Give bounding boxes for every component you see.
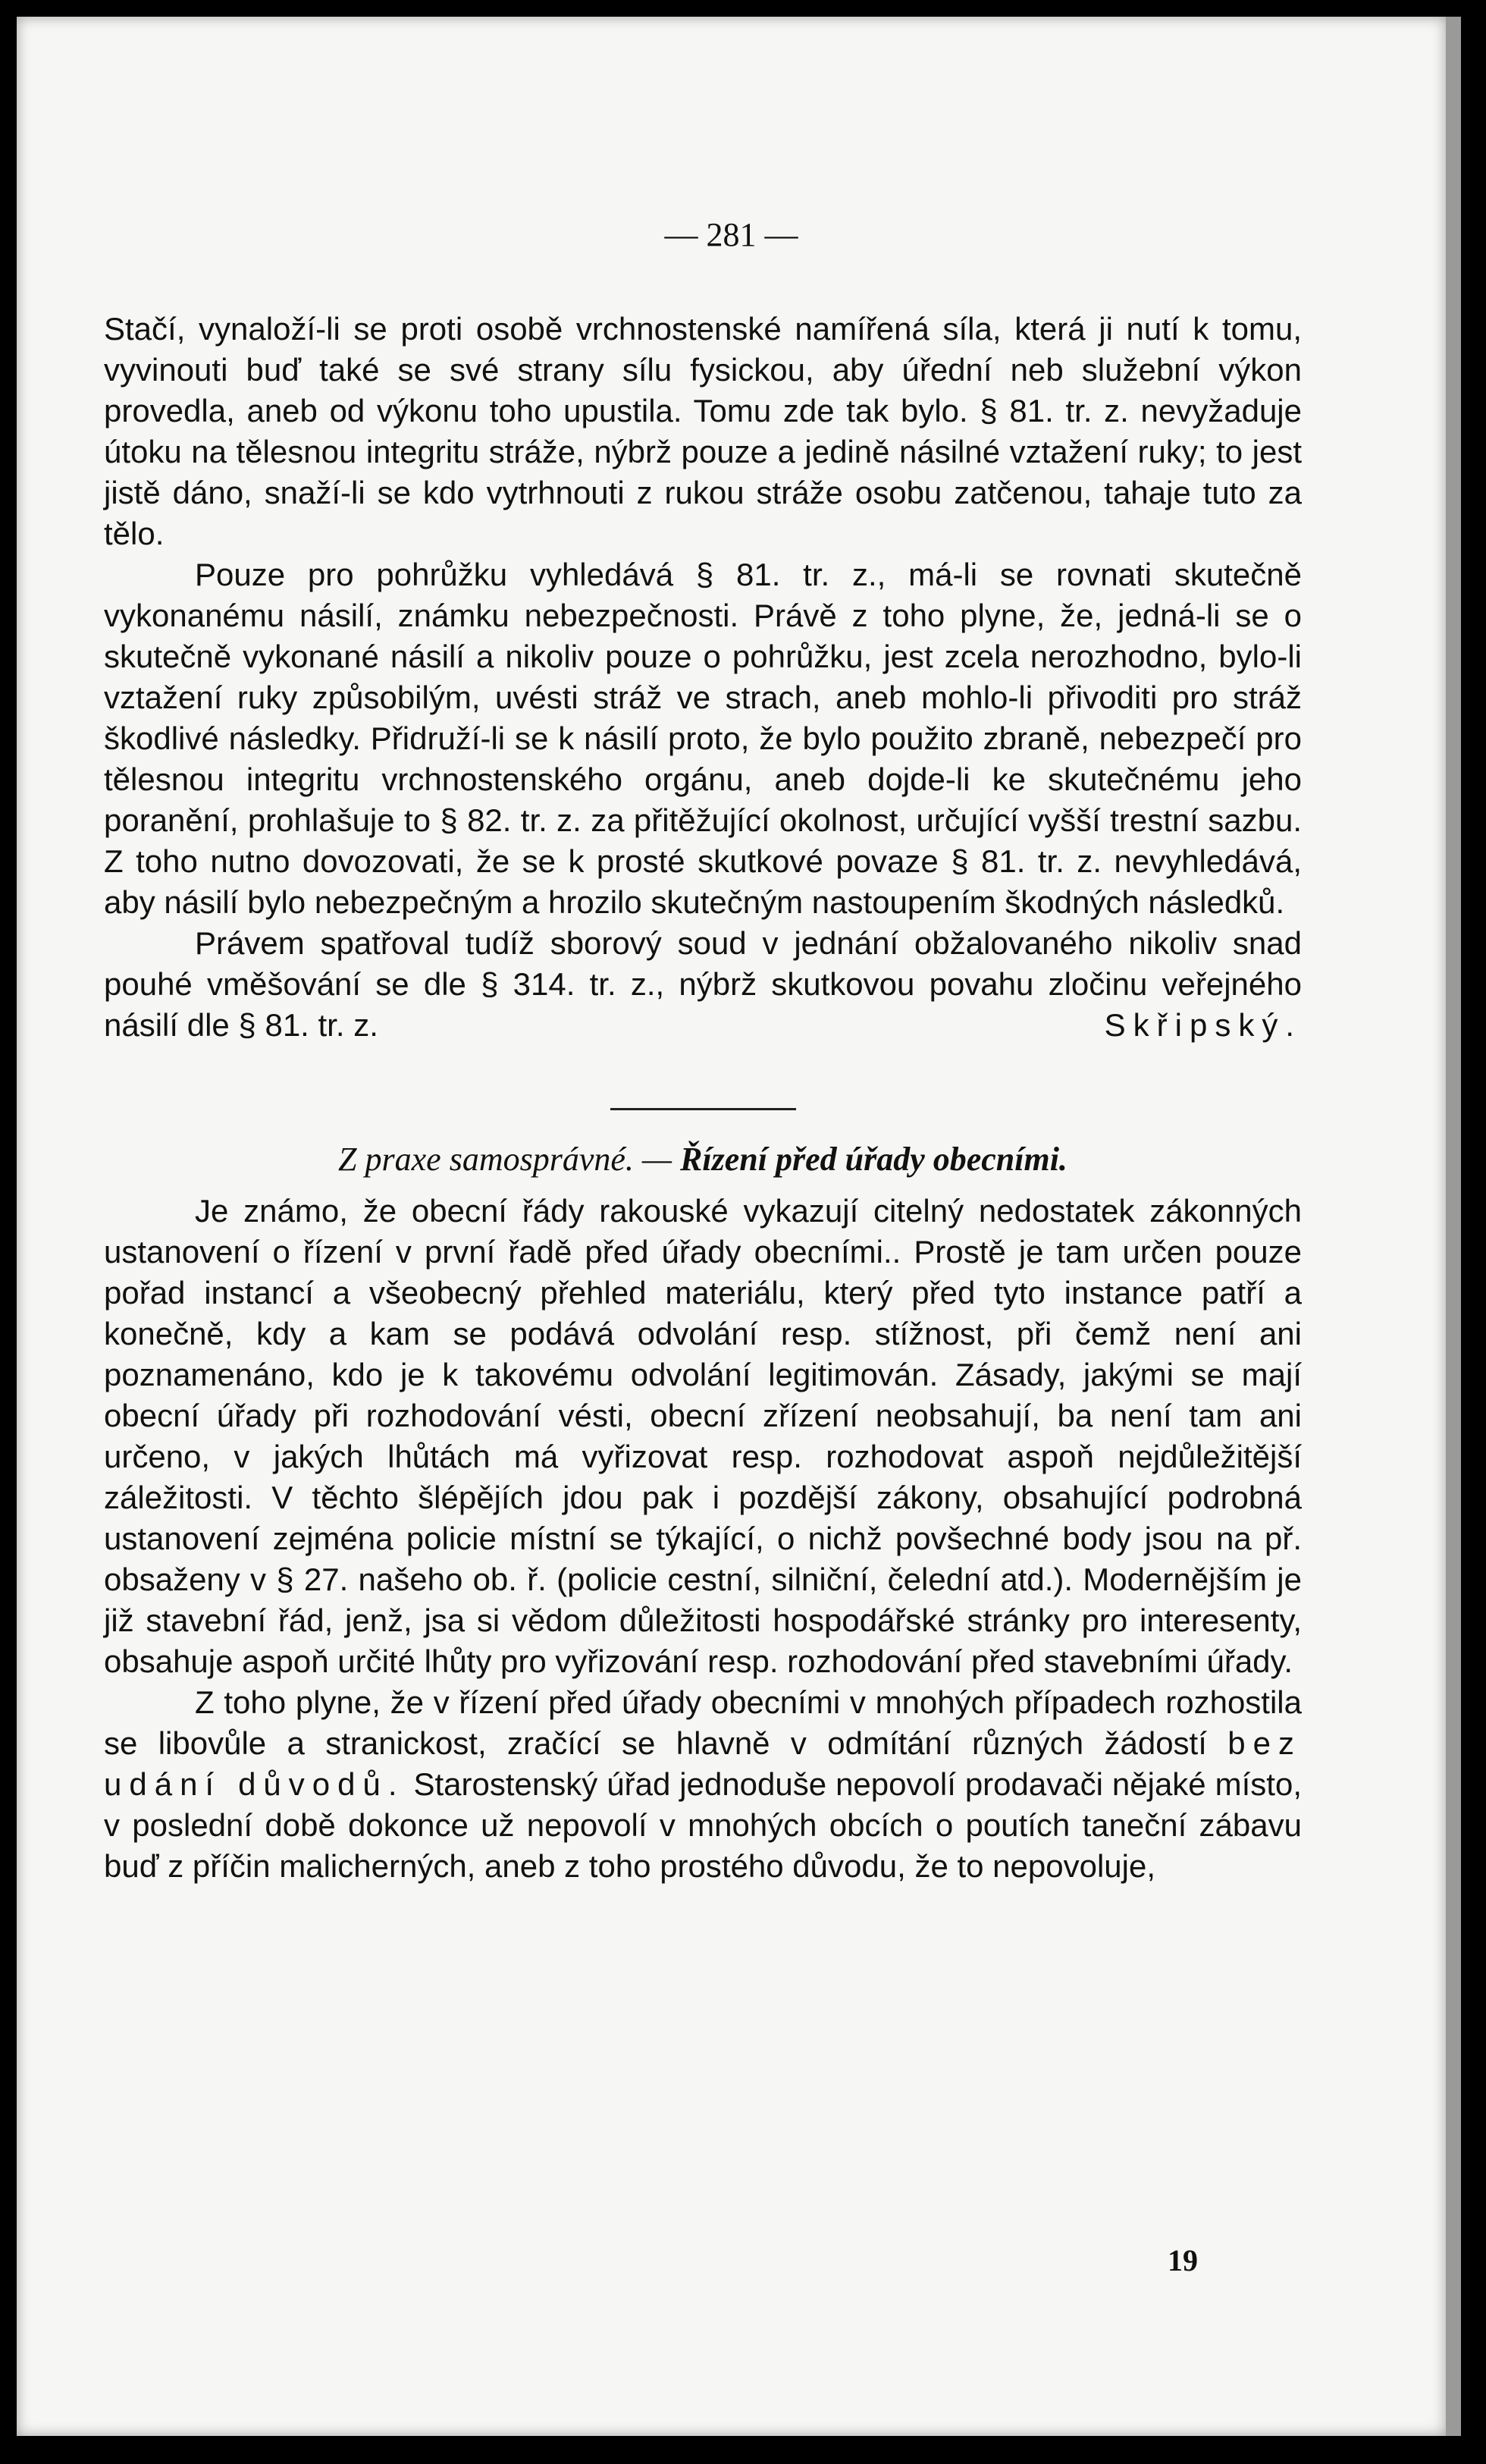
page-body — [104, 210, 1302, 1887]
section-paragraph-2-before: Z toho plyne, že v řízení před úřady obecními v mnohých případech rozhostila se libovůle a stranickost, zračící se hlavně v odmítání různých žádostí — [104, 1684, 1302, 1761]
author-signature: Skřipský. — [1104, 1007, 1302, 1043]
spaced-emphasis: bez udání důvodů. — [104, 1725, 1302, 1802]
section-heading-series: Z praxe samosprávné. — — [338, 1141, 672, 1178]
paragraph-3-text: Právem spatřoval tudíž sborový soud v jednání obžalovaného nikoliv snad pouhé vměšování se dle § 314. tr. z., nýbrž skutkovou povahu zločinu veřejného násilí dle § 81. tr. z. — [104, 925, 1302, 1043]
page-edge — [1446, 17, 1461, 2436]
section-divider — [610, 1108, 796, 1110]
signature-mark: 19 — [1168, 2243, 1198, 2277]
paragraph-2: Pouze pro pohrůžku vyhledává § 81. tr. z., má-li se rovnati skutečně vykonanému násilí, známku nebezpečnosti. Právě z toho plyne, že, jedná-li se o skutečně vykonané násilí a nikoliv pouze o pohrůžku, jest zcela nerozhodno, bylo-li vztažení ruky způsobilým, uvésti stráž ve strach, aneb mohlo-li přivoditi pro stráž škodlivé následky. Přidruží-li se k násilí proto, že bylo použito zbraně, nebezpečí pro tělesnou integritu vrchnostenského orgánu, aneb dojde-li ke skutečnému jeho poranění, prohlašuje to § 82. tr. z. za přitěžující okolnost, určující vyšší trestní sazbu. Z toho nutno dovozovati, že se k prosté skutkové povaze § 81. tr. z. nevyhledává, aby násilí bylo nebezpečným a hrozilo skutečným nastoupením škodných následků. — [104, 557, 1302, 920]
section-paragraph-2 — [104, 1682, 1302, 1887]
page-number: — 281 — — [664, 216, 798, 253]
section-paragraph-1: Je známo, že obecní řády rakouské vykazují citelný nedostatek zákonných ustanovení o řízení v první řadě před úřady obecními.. Prostě je tam určen pouze pořad instancí a všeobecný přehled materiálu, který před tyto instance patří a konečně, kdy a kam se podává odvolání resp. stížnost, při čemž není ani poznamenáno, kdo je k takovému odvolání legitimován. Zásady, jakými se mají obecní úřady při rozhodování vésti, obecní zřízení neobsahují, ba není tam ani určeno, v jakých lhůtách má vyřizovat resp. rozhodovat aspoň nejdůležitější záležitosti. V těchto šlépějích jdou pak i pozdější zákony, obsahující podrobná ustanovení zejména policie místní se týkající, o nichž povšechné body jsou na př. obsaženy v § 27. našeho ob. ř. (policie cestní, silniční, čelední atd.). Modernějším je již stavební řád, jenž, jsa si vědom důležitosti hospodářské stránky pro interesenty, obsahuje aspoň určité lhůty pro vyřizování resp. rozhodování před stavebními úřady. — [104, 1193, 1302, 1679]
section-paragraph-2-after: Starostenský úřad jednoduše nepovolí prodavači nějaké místo, v poslední době dokonce už nepovolí v mnohých obcích o poutích taneční zábavu buď z příčin malicherných, aneb z toho prostého důvodu, že to nepovoluje, — [104, 1766, 1302, 1884]
paragraph-3 — [104, 923, 1302, 1046]
section-heading-title: Řízení před úřady obecními. — [680, 1141, 1067, 1178]
paragraph-1: Stačí, vynaloží-li se proti osobě vrchnostenské namířená síla, která ji nutí k tomu, vyvinouti buď také se své strany sílu fysickou, aby úřední neb služební výkon provedla, aneb od výkonu toho upustila. Tomu zde tak bylo. § 81. tr. z. nevyžaduje útoku na tělesnou integritu stráže, nýbrž pouze a jedině násilné vztažení ruky; to jest jistě dáno, snaží-li se kdo vytrhnouti z rukou stráže osobu zatčenou, tahaje tuto za tělo. — [104, 311, 1302, 551]
section-heading — [104, 1139, 1302, 1180]
book-page — [17, 17, 1446, 2436]
